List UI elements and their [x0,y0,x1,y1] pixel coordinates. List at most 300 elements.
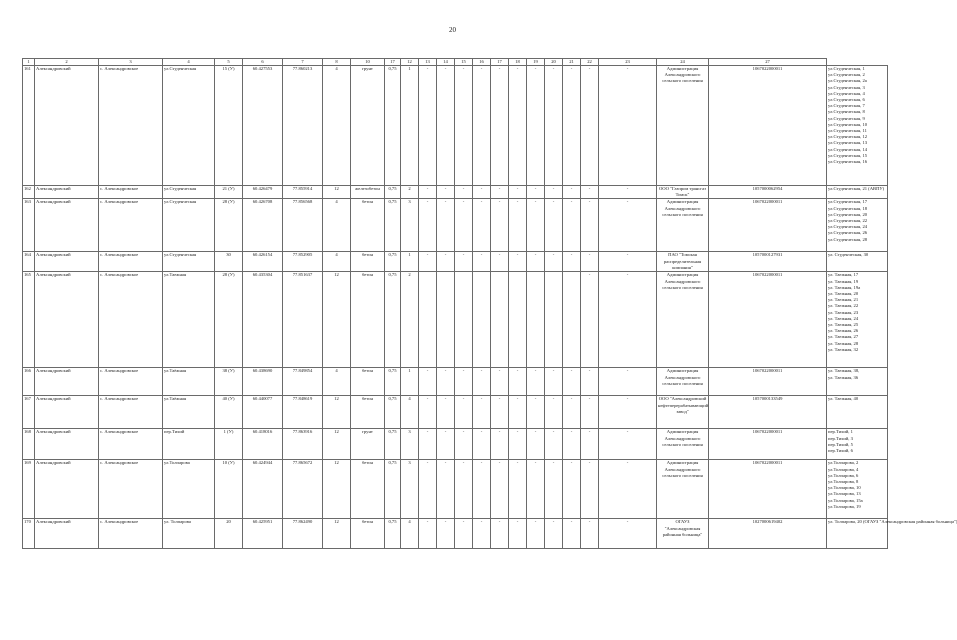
address-line: ул. Студенческая, 30 [828,252,869,258]
volume-cell: 0,75 [385,272,401,368]
address-line: ул.Студенческая, 17 [828,199,868,205]
address-line: ул. Таежная, 36 [828,374,859,380]
street-cell: ул.Студенческая [163,186,215,199]
house-cell: 28 (У) [215,199,243,252]
empty-cell: - [599,460,657,519]
column-header: 3 [99,59,163,66]
column-header: 19 [527,59,545,66]
ogrn-cell: 1057000127931 [709,252,827,272]
street-cell: ул.Студенческая [163,252,215,272]
settlement-cell: с. Александровское [99,272,163,368]
volume-cell: 0,75 [385,199,401,252]
surface-cell: железобетон [351,186,385,199]
address-line: ул.Студенческая, 24 [828,224,868,230]
address-line: ул.Студенческая, 18 [828,205,868,211]
empty-cell: - [455,429,473,460]
surface-cell: грунт [351,429,385,460]
latitude-cell: 60.427553 [243,66,283,186]
address-line: пер.Тихий, 6 [828,448,853,454]
empty-cell: - [437,429,455,460]
empty-cell: - [455,66,473,186]
count-cell: 3 [401,460,419,519]
row-number: 165 [23,272,35,368]
address-line: ул.Толпарова, 4 [828,466,859,472]
settlement-cell: с. Александровское [99,186,163,199]
addresses-cell [827,460,888,519]
surface-cell: бетон [351,519,385,549]
address-line: ул.Студенческая, 11 [828,128,867,134]
empty-cell: - [545,368,563,396]
address-line: ул.Толпарова, 13 [828,491,861,497]
longitude-cell: 77.852905 [283,252,323,272]
empty-cell: - [491,186,509,199]
address-line: ул.Студенческая, 16 [828,159,868,165]
area-cell: 4 [323,368,351,396]
empty-cell: - [437,460,455,519]
district-cell: Александровский [35,460,99,519]
volume-cell: 0,75 [385,186,401,199]
address-line: ул. Таежная, 26 [828,328,859,334]
empty-cell: - [419,519,437,549]
empty-cell: - [563,396,581,429]
ogrn-cell: 1067022000011 [709,429,827,460]
district-cell: Александровский [35,199,99,252]
column-header: 17 [491,59,509,66]
address-line: ул. Таежная, 27 [828,334,859,340]
latitude-cell: 60.424944 [243,460,283,519]
latitude-cell: 60.426479 [243,186,283,199]
table-row [23,199,888,252]
column-header: 20 [545,59,563,66]
empty-cell: - [527,186,545,199]
address-line: ул. Таежная, 19а [828,284,861,290]
column-header: 12 [401,59,419,66]
volume-cell: 0,75 [385,66,401,186]
column-header: 1 [23,59,35,66]
latitude-cell: 60.426154 [243,252,283,272]
area-cell: 12 [323,396,351,429]
house-cell: 21 (У) [215,186,243,199]
count-cell: 3 [401,429,419,460]
count-cell: 4 [401,519,419,549]
count-cell: 1 [401,368,419,396]
empty-cell: - [491,199,509,252]
district-cell: Александровский [35,252,99,272]
empty-cell: - [509,519,527,549]
empty-cell: - [581,460,599,519]
table-row [23,519,888,549]
column-header: 6 [243,59,283,66]
settlement-cell: с. Александровское [99,396,163,429]
surface-cell: бетон [351,368,385,396]
house-cell: 30 [215,252,243,272]
empty-cell: - [419,396,437,429]
empty-cell: - [419,199,437,252]
address-line: ул.Толпарова, 2 [828,460,859,466]
longitude-cell: 77.848619 [283,396,323,429]
settlement-cell: с. Александровское [99,199,163,252]
column-header: 14 [437,59,455,66]
district-cell: Александровский [35,66,99,186]
address-line: ул.Студенческая, 8 [828,109,865,115]
count-cell: 4 [401,396,419,429]
addresses-cell [827,396,888,429]
empty-cell: - [581,66,599,186]
empty-cell: - [473,186,491,199]
street-cell: пер.Тихий [163,429,215,460]
empty-cell: - [455,186,473,199]
addresses-cell [827,252,888,272]
empty-cell: - [419,460,437,519]
address-line: ул. Таежная, 20 [828,291,859,297]
ogrn-cell: 1057000133549 [709,396,827,429]
owner-cell: Администрация Александровского сельского поселения [657,272,709,368]
empty-cell: - [581,368,599,396]
address-line: ул.Студенческая, 2 [828,72,865,78]
empty-cell: - [563,199,581,252]
house-cell: 40 (У) [215,396,243,429]
empty-cell [419,272,437,368]
street-cell: ул.Студенческая [163,66,215,186]
empty-cell: - [437,66,455,186]
house-cell: 10 (У) [215,460,243,519]
empty-cell: - [581,272,599,368]
empty-cell: - [473,460,491,519]
empty-cell: - [491,396,509,429]
address-line: ул.Толпарова, 19 [828,503,861,509]
address-line: ул.Толпарова, 6 [828,472,859,478]
ogrn-cell: 1067022000011 [709,272,827,368]
empty-cell: - [599,199,657,252]
empty-cell: - [527,199,545,252]
column-header: 13 [419,59,437,66]
empty-cell: - [545,252,563,272]
empty-cell: - [527,396,545,429]
address-line: ул. Таежная, 17 [828,272,859,278]
empty-cell: - [563,429,581,460]
empty-cell: - [545,519,563,549]
district-cell: Александровский [35,368,99,396]
volume-cell: 0,75 [385,396,401,429]
owner-cell: ПАО "Томская распределительная компания" [657,252,709,272]
column-header: 23 [599,59,657,66]
empty-cell: - [491,460,509,519]
column-header: 22 [581,59,599,66]
column-header: 27 [709,59,827,66]
street-cell: ул.Толпарова [163,460,215,519]
addresses-cell [827,66,888,186]
column-header: 17 [385,59,401,66]
empty-cell: - [509,186,527,199]
empty-cell: - [581,252,599,272]
empty-cell: - [527,66,545,186]
area-cell: 4 [323,252,351,272]
address-line: ул.Студенческая, 20 [828,211,868,217]
address-line: ул.Студенческая, 10 [828,121,868,127]
address-line: ул.Студенческая, 15 [828,152,868,158]
empty-cell: - [437,519,455,549]
empty-cell: - [437,186,455,199]
house-cell: 1 (У) [215,429,243,460]
settlement-cell: с. Александровское [99,252,163,272]
column-header: 21 [563,59,581,66]
owner-cell: Администрация Александровского сельского поселения [657,66,709,186]
empty-cell: - [527,429,545,460]
latitude-cell: 60.425951 [243,519,283,549]
empty-cell: - [455,460,473,519]
address-line: ул. Таежная, 32 [828,346,859,352]
row-number: 164 [23,252,35,272]
longitude-cell: 77.865672 [283,460,323,519]
address-line: ул.Студенческая, 7 [828,103,865,109]
empty-cell: - [545,186,563,199]
empty-cell: - [527,368,545,396]
settlement-cell: с. Александровское [99,519,163,549]
surface-cell: бетон [351,199,385,252]
column-header: 8 [323,59,351,66]
house-cell: 28 (У) [215,272,243,368]
column-header: 7 [283,59,323,66]
area-cell: 4 [323,66,351,186]
owner-cell: ОГАУЗ "Александровская районная больница" [657,519,709,549]
empty-cell: - [599,186,657,199]
empty-cell: - [599,429,657,460]
street-cell: ул.Таёжная [163,396,215,429]
owner-cell: ООО "Александровский нефтеперерабатывающий завод" [657,396,709,429]
volume-cell: 0,75 [385,519,401,549]
district-cell: Александровский [35,429,99,460]
empty-cell: - [473,396,491,429]
column-header: 2 [35,59,99,66]
address-line: ул. Таежная, 40 [828,396,859,402]
empty-cell: - [581,519,599,549]
address-line: ул. Таежная, 23 [828,309,859,315]
surface-cell: бетон [351,272,385,368]
empty-cell: - [599,368,657,396]
empty-cell: - [473,429,491,460]
longitude-cell: 77.855914 [283,186,323,199]
address-line: ул. Таежная, 19 [828,278,859,284]
empty-cell: - [563,368,581,396]
address-line: ул.Толпарова, 8 [828,479,859,485]
addresses-cell [827,368,888,396]
addresses-cell [827,519,957,549]
table-row [23,252,888,272]
column-header: 15 [455,59,473,66]
area-cell: 12 [323,519,351,549]
empty-cell: - [509,252,527,272]
empty-cell: - [563,460,581,519]
empty-cell: - [437,368,455,396]
row-number: 166 [23,368,35,396]
area-cell: 12 [323,429,351,460]
empty-cell: - [563,66,581,186]
area-cell: 4 [323,199,351,252]
address-line: ул.Студенческая, 3 [828,84,865,90]
row-number: 169 [23,460,35,519]
address-line: ул. Таежная, 21 [828,297,859,303]
empty-cell: - [581,429,599,460]
address-line: ул.Студенческая, 2а [828,78,867,84]
count-cell: 1 [401,252,419,272]
table-row [23,460,888,519]
address-line: ул.Студенческая, 13 [828,140,868,146]
empty-cell: - [563,252,581,272]
addresses-cell [827,186,888,199]
latitude-cell: 60.426708 [243,199,283,252]
empty-cell: - [455,396,473,429]
house-cell: 15 (У) [215,66,243,186]
street-cell: ул.Таежная [163,272,215,368]
empty-cell [473,272,491,368]
empty-cell: - [527,519,545,549]
address-line: пер.Тихий, 5 [828,441,853,447]
address-line: ул. Толпарова, 20 (ОГАУЗ "Александровская районная больница") [828,519,957,525]
empty-cell: - [509,66,527,186]
registry-table [22,58,957,549]
empty-cell: - [581,199,599,252]
count-cell: 1 [401,66,419,186]
address-line: ул.Студенческая, 12 [828,134,868,140]
table-row [23,66,888,186]
empty-cell: - [419,66,437,186]
address-line: ул.Студенческая, 14 [828,146,868,152]
owner-cell: Администрация Александровского сельского поселения [657,368,709,396]
table-row [23,272,888,368]
address-line: ул. Таежная, 38, [828,368,860,374]
empty-cell: - [491,429,509,460]
empty-cell: - [437,199,455,252]
table-row [23,396,888,429]
row-number: 170 [23,519,35,549]
address-line: ул.Студенческая, 26 [828,230,868,236]
empty-cell [509,272,527,368]
addresses-cell [827,429,888,460]
empty-cell: - [473,252,491,272]
table-row [23,186,888,199]
longitude-cell: 77.863916 [283,429,323,460]
longitude-cell: 77.862490 [283,519,323,549]
empty-cell: - [437,396,455,429]
header-row [23,59,888,66]
empty-cell: - [545,460,563,519]
empty-cell: - [455,199,473,252]
address-line: пер.Тихий, 1 [828,429,853,435]
surface-cell: бетон [351,460,385,519]
address-line: ул.Студенческая, 4 [828,90,865,96]
owner-cell: Администрация Александровского сельского поселения [657,199,709,252]
latitude-cell: 60.418016 [243,429,283,460]
address-line: ул.Студенческая, 21 (АВПУ) [828,186,885,191]
longitude-cell: 77.856568 [283,199,323,252]
column-header: 5 [215,59,243,66]
empty-cell: - [419,186,437,199]
empty-cell: - [563,519,581,549]
empty-cell: - [455,519,473,549]
empty-cell: - [491,519,509,549]
address-line: ул.Студенческая, 28 [828,236,868,242]
longitude-cell: 77.860213 [283,66,323,186]
empty-cell: - [473,519,491,549]
empty-cell: - [509,460,527,519]
row-number: 162 [23,186,35,199]
owner-cell: Администрация Александровского сельского поселения [657,460,709,519]
row-number: 163 [23,199,35,252]
ogrn-cell: 1067022000011 [709,199,827,252]
count-cell: 2 [401,186,419,199]
district-cell: Александровский [35,519,99,549]
empty-cell: - [599,519,657,549]
address-line: ул. Таежная, 24 [828,315,859,321]
district-cell: Александровский [35,396,99,429]
empty-cell: - [455,368,473,396]
empty-cell: - [509,368,527,396]
empty-cell: - [527,252,545,272]
empty-cell: - [491,252,509,272]
page-number: 20 [449,26,456,34]
settlement-cell: с. Александровское [99,66,163,186]
empty-cell: - [581,396,599,429]
latitude-cell: 60.438690 [243,368,283,396]
settlement-cell: с. Александровское [99,429,163,460]
row-number: 161 [23,66,35,186]
empty-cell: - [599,66,657,186]
table-body [23,66,957,549]
house-cell: 38 (У) [215,368,243,396]
empty-cell: - [545,396,563,429]
ogrn-cell: 1067022000011 [709,368,827,396]
row-number: 167 [23,396,35,429]
address-line: ул.Студенческая, 9 [828,115,865,121]
empty-cell: - [563,186,581,199]
addresses-cell [827,272,888,368]
address-line: ул.Толпарова, 10 [828,485,861,491]
row-number: 168 [23,429,35,460]
settlement-cell: с. Александровское [99,460,163,519]
area-cell: 12 [323,460,351,519]
empty-cell [455,272,473,368]
empty-cell: - [491,368,509,396]
column-header: 18 [509,59,527,66]
empty-cell: - [527,460,545,519]
district-cell: Александровский [35,186,99,199]
address-line: ул. Таежная, 28 [828,340,859,346]
empty-cell: - [599,272,657,368]
empty-cell [563,272,581,368]
empty-cell: - [545,429,563,460]
volume-cell: 0,75 [385,460,401,519]
latitude-cell: 60.435304 [243,272,283,368]
address-line: ул.Студенческая, 1 [828,66,865,71]
empty-cell: - [455,252,473,272]
surface-cell: грунт [351,66,385,186]
surface-cell: бетон [351,252,385,272]
empty-cell: - [509,396,527,429]
ogrn-cell: 1067022000011 [709,66,827,186]
house-cell: 20 [215,519,243,549]
table-row [23,429,888,460]
street-cell: ул.Студенческая [163,199,215,252]
ogrn-cell: 1027000619402 [709,519,827,549]
column-header: 4 [163,59,215,66]
empty-cell: - [419,368,437,396]
empty-cell: - [491,66,509,186]
surface-cell: бетон [351,396,385,429]
owner-cell: Администрация Александровского сельского поселения [657,429,709,460]
empty-cell: - [599,252,657,272]
longitude-cell: 77.851637 [283,272,323,368]
address-line: ул. Таежная, 25 [828,322,859,328]
